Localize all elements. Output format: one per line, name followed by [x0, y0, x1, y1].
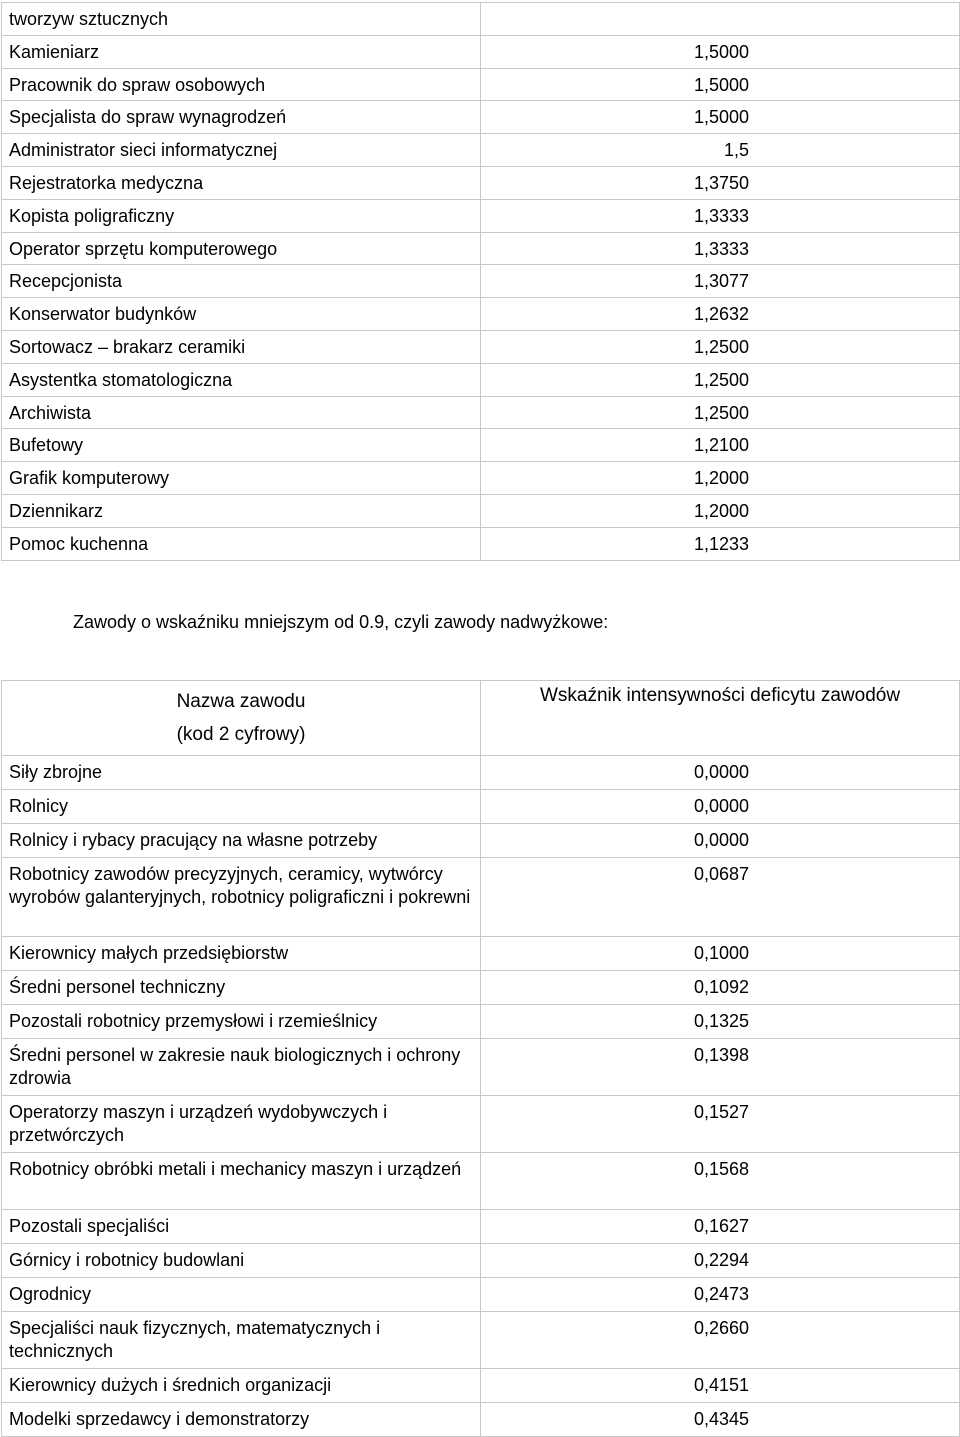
table-row — [2, 232, 960, 265]
occupation-name: Średni personel techniczny — [2, 971, 481, 1005]
table-row — [2, 134, 960, 167]
indicator-value: 0,1568 — [481, 1153, 960, 1210]
occupation-name: Specjaliści nauk fizycznych, matematycznych i technicznych — [2, 1312, 481, 1369]
occupation-name: Rejestratorka medyczna — [2, 166, 481, 199]
indicator-value: 0,0000 — [481, 790, 960, 824]
table-row — [2, 199, 960, 232]
table-row — [2, 527, 960, 560]
table-row — [2, 1096, 960, 1153]
table-row — [2, 824, 960, 858]
indicator-value: 0,0687 — [481, 858, 960, 937]
table-row — [2, 3, 960, 36]
occupation-name: tworzyw sztucznych — [2, 3, 481, 36]
table-row — [2, 756, 960, 790]
column-header-indicator: Wskaźnik intensywności deficytu zawodów — [481, 681, 960, 756]
occupation-name: Kamieniarz — [2, 35, 481, 68]
occupation-name: Administrator sieci informatycznej — [2, 134, 481, 167]
section-heading: Zawody o wskaźniku mniejszym od 0.9, czyli zawody nadwyżkowe: — [73, 612, 609, 632]
indicator-value: 0,4345 — [481, 1403, 960, 1437]
occupation-name: Bufetowy — [2, 429, 481, 462]
indicator-value: 1,3750 — [481, 166, 960, 199]
table-row — [2, 1369, 960, 1403]
occupation-name: Kopista poligraficzny — [2, 199, 481, 232]
table-row — [2, 937, 960, 971]
table-row — [2, 166, 960, 199]
occupation-name: Robotnicy obróbki metali i mechanicy maszyn i urządzeń — [2, 1153, 481, 1210]
indicator-value: 1,2500 — [481, 363, 960, 396]
indicator-value: 1,2632 — [481, 298, 960, 331]
indicator-value: 1,1233 — [481, 527, 960, 560]
table-header-row — [2, 681, 960, 756]
indicator-value: 1,3333 — [481, 232, 960, 265]
occupation-name: Górnicy i robotnicy budowlani — [2, 1244, 481, 1278]
table-row — [2, 1278, 960, 1312]
table-row — [2, 1312, 960, 1369]
indicator-value: 0,1398 — [481, 1039, 960, 1096]
column-header-name-line1: Nazwa zawodu — [176, 691, 306, 712]
column-header-name-line2: (kod 2 cyfrowy) — [176, 724, 306, 745]
occupation-name: Modelki sprzedawcy i demonstratorzy — [2, 1403, 481, 1437]
occupation-name: Średni personel w zakresie nauk biologicznych i ochrony zdrowia — [2, 1039, 481, 1096]
indicator-value — [481, 3, 960, 36]
indicator-value: 0,1325 — [481, 1005, 960, 1039]
occupation-name: Asystentka stomatologiczna — [2, 363, 481, 396]
table-row — [2, 1039, 960, 1096]
occupation-name: Recepcjonista — [2, 265, 481, 298]
indicator-value: 0,0000 — [481, 756, 960, 790]
occupation-name: Operator sprzętu komputerowego — [2, 232, 481, 265]
indicator-value: 1,2100 — [481, 429, 960, 462]
indicator-value: 1,2000 — [481, 462, 960, 495]
occupation-name: Specjalista do spraw wynagrodzeń — [2, 101, 481, 134]
occupation-name: Kierownicy małych przedsiębiorstw — [2, 937, 481, 971]
indicator-value: 1,3333 — [481, 199, 960, 232]
table-row — [2, 1153, 960, 1210]
occupation-name: Rolnicy i rybacy pracujący na własne potrzeby — [2, 824, 481, 858]
occupation-name: Pracownik do spraw osobowych — [2, 68, 481, 101]
indicator-value: 1,5000 — [481, 68, 960, 101]
occupation-name: Robotnicy zawodów precyzyjnych, ceramicy, wytwórcy wyrobów galanteryjnych, robotnicy poligraficzni i pokrewni — [2, 858, 481, 937]
table-row — [2, 101, 960, 134]
occupation-name: Rolnicy — [2, 790, 481, 824]
indicator-value: 1,2000 — [481, 494, 960, 527]
table-row — [2, 494, 960, 527]
deficit-occupations-table — [1, 2, 960, 561]
surplus-occupations-table — [1, 680, 960, 1437]
occupation-name: Pozostali robotnicy przemysłowi i rzemieślnicy — [2, 1005, 481, 1039]
indicator-value: 0,4151 — [481, 1369, 960, 1403]
occupation-name: Sortowacz – brakarz ceramiki — [2, 330, 481, 363]
indicator-value: 0,2473 — [481, 1278, 960, 1312]
indicator-value: 1,3077 — [481, 265, 960, 298]
occupation-name: Siły zbrojne — [2, 756, 481, 790]
occupation-name: Ogrodnicy — [2, 1278, 481, 1312]
indicator-value: 0,1627 — [481, 1210, 960, 1244]
table-row — [2, 971, 960, 1005]
occupation-name: Operatorzy maszyn i urządzeń wydobywczych i przetwórczych — [2, 1096, 481, 1153]
indicator-value: 1,2500 — [481, 396, 960, 429]
indicator-value: 0,2294 — [481, 1244, 960, 1278]
occupation-name: Dziennikarz — [2, 494, 481, 527]
occupation-name: Pozostali specjaliści — [2, 1210, 481, 1244]
table-row — [2, 790, 960, 824]
table-row — [2, 396, 960, 429]
table-row — [2, 68, 960, 101]
indicator-value: 0,1527 — [481, 1096, 960, 1153]
table-row — [2, 330, 960, 363]
indicator-value: 1,5000 — [481, 101, 960, 134]
occupation-name: Pomoc kuchenna — [2, 527, 481, 560]
table-row — [2, 1403, 960, 1437]
occupation-name: Kierownicy dużych i średnich organizacji — [2, 1369, 481, 1403]
table-row — [2, 858, 960, 937]
column-header-name — [2, 681, 481, 756]
indicator-value: 1,5 — [481, 134, 960, 167]
indicator-value: 0,2660 — [481, 1312, 960, 1369]
table-row — [2, 1005, 960, 1039]
table-row — [2, 35, 960, 68]
table-row — [2, 462, 960, 495]
indicator-value: 1,2500 — [481, 330, 960, 363]
occupation-name: Grafik komputerowy — [2, 462, 481, 495]
table-row — [2, 1210, 960, 1244]
indicator-value: 0,0000 — [481, 824, 960, 858]
occupation-name: Konserwator budynków — [2, 298, 481, 331]
table-row — [2, 363, 960, 396]
table-row — [2, 429, 960, 462]
table-row — [2, 265, 960, 298]
indicator-value: 1,5000 — [481, 35, 960, 68]
table-row — [2, 298, 960, 331]
table-row — [2, 1244, 960, 1278]
occupation-name: Archiwista — [2, 396, 481, 429]
indicator-value: 0,1092 — [481, 971, 960, 1005]
indicator-value: 0,1000 — [481, 937, 960, 971]
